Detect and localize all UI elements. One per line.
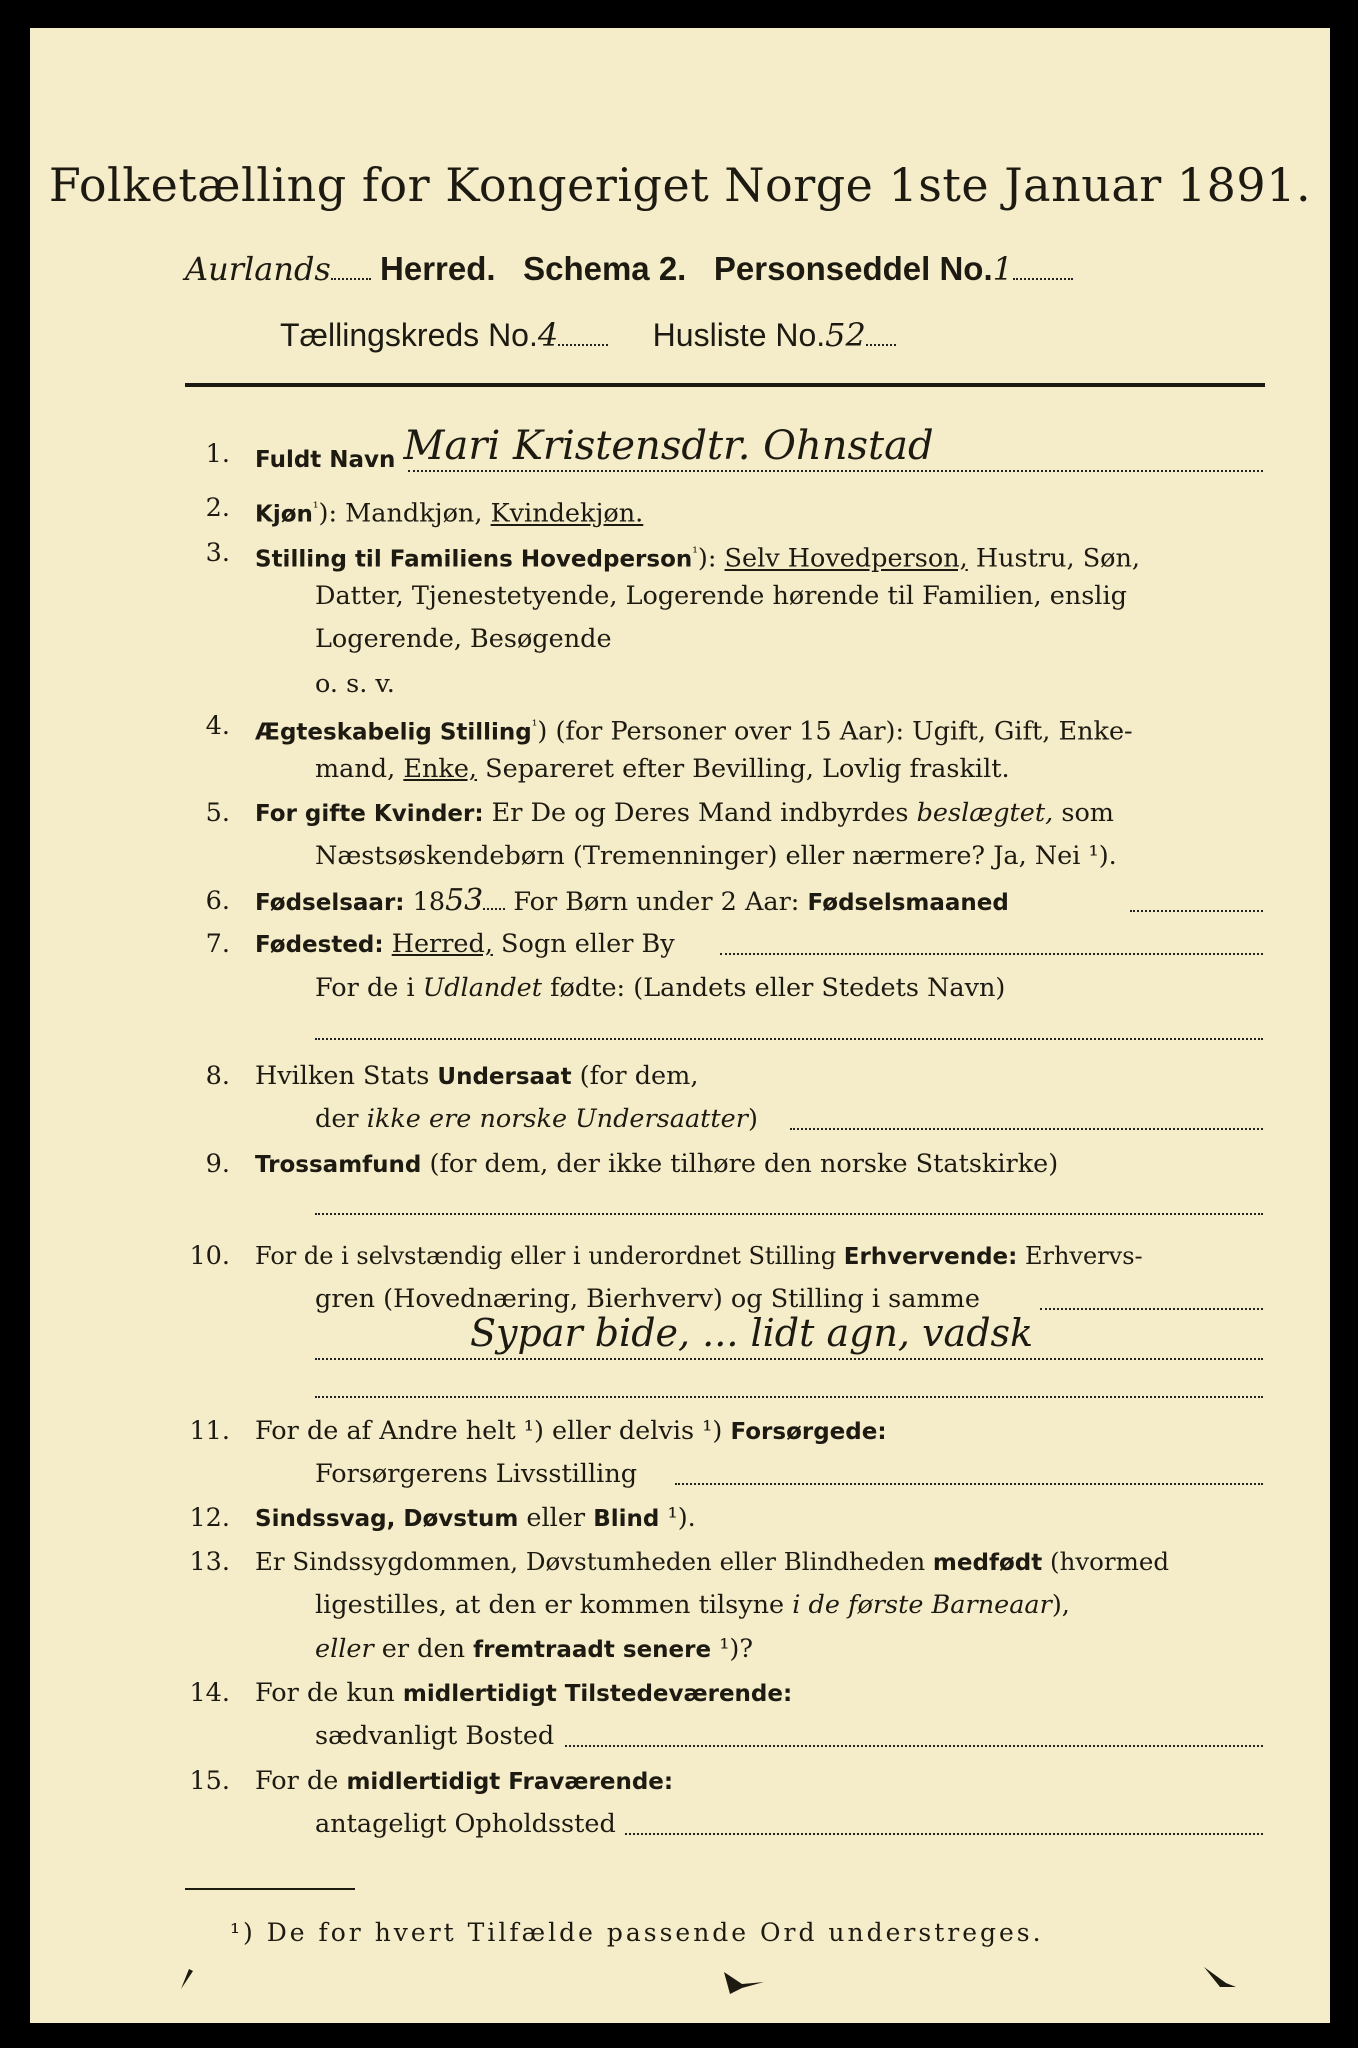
item-13-line2: ligestilles, at den er kommen tilsyne i de første Barneaar), xyxy=(315,1590,1070,1620)
taellingskreds-label: Tællingskreds No. xyxy=(280,317,538,353)
schema-label: Schema 2. xyxy=(523,250,687,287)
item-14-line2: sædvanligt Bosted xyxy=(315,1721,555,1751)
husliste-value: 52 xyxy=(825,316,866,354)
center-mark-icon xyxy=(720,1966,770,1996)
footnote-rule xyxy=(185,1888,355,1890)
item-11-line2: Forsørgerens Livsstilling xyxy=(315,1459,638,1489)
herred-label: Herred. xyxy=(380,250,496,287)
corner-mark-right-icon xyxy=(1200,1963,1240,1993)
item-3-line2: Datter, Tjenestetyende, Logerende hørende til Familien, enslig xyxy=(315,581,1127,611)
kjon-selected: Kvindekjøn. xyxy=(490,498,644,529)
corner-mark-icon xyxy=(175,1963,205,1993)
header-row-herred xyxy=(185,250,1265,288)
item-5-line2: Næstsøskendebørn (Tremenninger) eller nærmere? Ja, Nei ¹). xyxy=(315,841,1117,871)
occupation-value: Sypar bide, ... lidt agn, vadsk xyxy=(470,1311,1034,1355)
name-fill-line xyxy=(408,470,1263,472)
full-name-value: Mari Kristensdtr. Ohnstad xyxy=(403,423,934,469)
herred-value: Aurlands xyxy=(185,250,331,288)
census-form: Folketælling for Kongeriget Norge 1ste Januar 1891. Aurlands Herred. Schema 2. Personseddel No.1 Tællingskreds No.4 Husliste No.52 1. Fuldt Navn Mari Kristensdtr. Ohnstad 2. Kjøn$^{^1}$): Mandkjøn, Kvindekjøn. 3. Stilling til Familiens Hovedperson$^{^1}$): Selv Hovedperson, Hustru, Søn, Datter, Tjenestetyende, Logerende hørende til Familien, enslig Logerende, Besøgende o. s. v. 4. Ægteskabelig Stilling$^{^1}$) (for Personer over 15 Aar): Ugift, Gift, Enke- mand, Enke, Separeret efter Bevilling, Lovlig fraskilt. 5. For gifte Kvinder: Er De og Deres Mand indbyrdes beslægtet, som Næstsøskendebørn (Tremenninger) eller nærmere? Ja, Nei ¹). 6. Fødselsaar: 1853 For Børn under 2 Aar: Fødselsmaaned 7. Fødested: Herred, Sogn eller By For de i Udlandet fødte: (Landets eller Stedets Navn) 8. Hvilken Stats Undersaat (for dem, der ikke ere norske Undersaatter) 9. Trossamfund (for dem, der ikke tilhøre den norske Statskirke) 10. For de i selvstændig eller i underordnet Stilling Erhvervende: Erhvervs- gren (Hovednæring, Bierhverv) og Stilling i samme Sypar bide, ... lidt agn, vadsk 11. For de af Andre helt ¹) eller delvis ¹) Forsørgede: Forsørgerens Livsstilling 12. Sindssvag, Døvstum eller Blind ¹). 13. Er Sindssygdommen, Døvstumheden eller Blindheden medfødt (hvormed ligestilles, at den er kommen tilsyne i de første Barneaar), eller er den fremtraadt senere ¹)? 14. For de kun midlertidigt Tilstedeværende: sædvanligt Bosted 15. For de midlertidigt Fraværende: antageligt Opholdssted ¹) De for hvert Tilfælde passende Ord understreges. xyxy=(30,28,1330,2023)
item-4-line2: mand, Enke, Separeret efter Bevilling, Lovlig fraskilt. xyxy=(315,754,1010,784)
fodested-selected: Herred, xyxy=(391,929,493,959)
stilling-selected: Selv Hovedperson, xyxy=(724,543,968,574)
birth-year-value: 53 xyxy=(445,883,484,918)
item-13-line3: eller er den fremtraadt senere ¹)? xyxy=(315,1634,754,1664)
item-8-line2: der ikke ere norske Undersaatter) xyxy=(315,1104,758,1134)
item-15-line2: antageligt Opholdssted xyxy=(315,1809,616,1839)
item-7-line2: For de i Udlandet fødte: (Landets eller Stedets Navn) xyxy=(315,973,1006,1003)
footnote: ¹) De for hvert Tilfælde passende Ord understreges. xyxy=(230,1918,1044,1947)
item-3-line3: Logerende, Besøgende xyxy=(315,624,612,654)
taellingskreds-value: 4 xyxy=(537,316,559,354)
item-3-line4: o. s. v. xyxy=(315,669,395,699)
header-rule xyxy=(185,383,1265,387)
husliste-label: Husliste No. xyxy=(652,317,826,353)
item-10-line2: gren (Hovednæring, Bierhverv) og Stilling i samme xyxy=(315,1284,980,1314)
header-row-kreds xyxy=(280,316,1180,354)
personseddel-label: Personseddel No. xyxy=(713,250,993,287)
aegteskab-selected: Enke, xyxy=(403,754,478,784)
personseddel-value: 1 xyxy=(992,250,1013,288)
form-title: Folketælling for Kongeriget Norge 1ste Januar 1891. xyxy=(48,158,1312,212)
